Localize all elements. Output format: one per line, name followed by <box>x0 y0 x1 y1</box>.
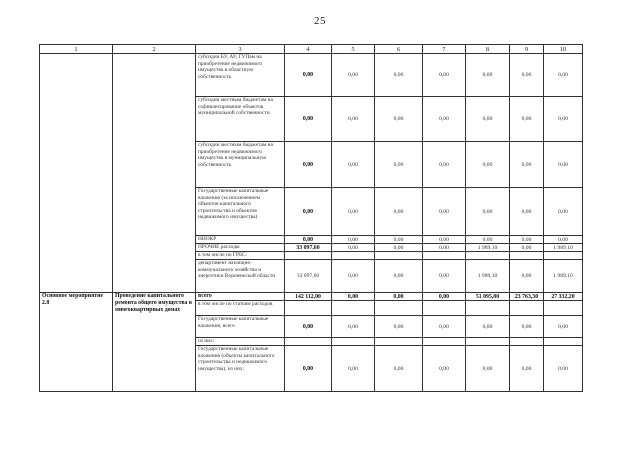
value-cell: 0,00 <box>332 236 375 244</box>
value-cell: 0,00 <box>332 54 375 97</box>
value-cell <box>285 338 332 346</box>
budget-table <box>39 44 583 392</box>
row-label: департамент жилищно-коммунального хозяйства и энергетики Воронежской области <box>196 260 285 293</box>
column-header: 8 <box>466 45 510 54</box>
value-cell <box>544 252 583 260</box>
value-cell: 0,00 <box>285 142 332 188</box>
value-cell: 0,00 <box>285 346 332 392</box>
column-header: 4 <box>285 45 332 54</box>
value-cell: 1 989,10 <box>466 260 510 293</box>
value-cell: 0,00 <box>375 293 423 301</box>
value-cell: 0,00 <box>375 236 423 244</box>
column-header: 1 <box>40 45 113 54</box>
value-cell: 0,00 <box>510 244 544 252</box>
value-cell: 0,00 <box>332 316 375 338</box>
value-cell: 0,00 <box>285 54 332 97</box>
value-cell: 0,00 <box>375 316 423 338</box>
value-cell: 51 095,80 <box>466 293 510 301</box>
value-cell: 0,00 <box>466 54 510 97</box>
row-label: в том числе по ГРБС: <box>196 252 285 260</box>
value-cell: 23 763,30 <box>510 293 544 301</box>
row-label: Государственные капитальные вложения (за исключением объектов капитального строительства и объектов недвижимого имущества) <box>196 188 285 236</box>
value-cell <box>510 338 544 346</box>
value-cell: 0,00 <box>466 97 510 142</box>
value-cell <box>375 338 423 346</box>
value-cell: 0,00 <box>466 142 510 188</box>
column-header: 6 <box>375 45 423 54</box>
value-cell: 0,00 <box>332 244 375 252</box>
row-label: ПРОЧИЕ расходы <box>196 244 285 252</box>
value-cell: 33 097,60 <box>285 244 332 252</box>
value-cell: 142 112,00 <box>285 293 332 301</box>
value-cell: 0,00 <box>466 316 510 338</box>
value-cell <box>510 301 544 316</box>
value-cell <box>544 301 583 316</box>
value-cell: 0,00 <box>423 54 466 97</box>
value-cell <box>285 301 332 316</box>
value-cell: 0,00 <box>466 346 510 392</box>
value-cell: 0,00 <box>375 97 423 142</box>
empty-name-cell <box>113 54 196 293</box>
event-name: Проведение капитального ремонта общего имущества в многоквартирных домах <box>113 293 196 392</box>
value-cell <box>332 301 375 316</box>
value-cell: 0,00 <box>375 260 423 293</box>
value-cell: 0,00 <box>332 346 375 392</box>
value-cell <box>466 252 510 260</box>
value-cell: 0,00 <box>375 346 423 392</box>
table-row <box>40 293 583 301</box>
value-cell: 0,00 <box>544 346 583 392</box>
column-header: 3 <box>196 45 285 54</box>
value-cell: 0,00 <box>423 293 466 301</box>
value-cell: 33 097,60 <box>285 260 332 293</box>
column-header: 5 <box>332 45 375 54</box>
value-cell: 0,00 <box>510 54 544 97</box>
row-label: субсидии БУ, АУ, ГУПам на приобретение недвижимого имущества в областную собственность <box>196 54 285 97</box>
value-cell: 0,00 <box>285 316 332 338</box>
value-cell: 0,00 <box>510 188 544 236</box>
value-cell <box>466 301 510 316</box>
value-cell: 0,00 <box>423 346 466 392</box>
value-cell: 0,00 <box>285 97 332 142</box>
value-cell <box>544 338 583 346</box>
table-row <box>40 54 583 97</box>
row-label: всего <box>196 293 285 301</box>
event-code: Основное мероприятие 2.8 <box>40 293 113 392</box>
empty-code-cell <box>40 54 113 293</box>
value-cell: 0,00 <box>423 142 466 188</box>
value-cell: 0,00 <box>544 316 583 338</box>
value-cell: 0,00 <box>332 188 375 236</box>
row-label: из них: <box>196 338 285 346</box>
table-header-row <box>40 45 583 54</box>
value-cell: 0,00 <box>375 188 423 236</box>
value-cell: 1 989,10 <box>466 244 510 252</box>
value-cell <box>375 301 423 316</box>
value-cell: 27 332,20 <box>544 293 583 301</box>
value-cell <box>285 252 332 260</box>
value-cell: 0,00 <box>332 260 375 293</box>
value-cell: 0,00 <box>510 316 544 338</box>
row-label: Государственные капитальные вложения, всего <box>196 316 285 338</box>
value-cell <box>423 338 466 346</box>
value-cell <box>423 301 466 316</box>
page-number: 25 <box>314 15 326 27</box>
value-cell: 0,00 <box>544 97 583 142</box>
value-cell: 0,00 <box>544 54 583 97</box>
value-cell: 0,00 <box>423 260 466 293</box>
value-cell <box>423 252 466 260</box>
column-header: 9 <box>510 45 544 54</box>
value-cell: 0,00 <box>285 188 332 236</box>
value-cell: 0,00 <box>423 97 466 142</box>
value-cell: 0,00 <box>510 142 544 188</box>
value-cell: 0,00 <box>375 54 423 97</box>
value-cell: 0,00 <box>544 188 583 236</box>
row-label: Государственные капитальные вложения (объекты капитального строительства и недвижимого имущества), из них: <box>196 346 285 392</box>
value-cell: 0,00 <box>423 316 466 338</box>
row-label: НИОКР <box>196 236 285 244</box>
value-cell: 0,00 <box>466 236 510 244</box>
value-cell <box>466 338 510 346</box>
value-cell <box>332 252 375 260</box>
value-cell: 0,00 <box>332 97 375 142</box>
value-cell <box>375 252 423 260</box>
column-header: 7 <box>423 45 466 54</box>
value-cell: 0,00 <box>510 260 544 293</box>
row-label: субсидии местным бюджетам на приобретение недвижимого имущества в муниципальную собственность <box>196 142 285 188</box>
value-cell: 0,00 <box>423 188 466 236</box>
column-header: 2 <box>113 45 196 54</box>
value-cell: 1 989,10 <box>544 260 583 293</box>
value-cell: 0,00 <box>544 142 583 188</box>
value-cell <box>510 252 544 260</box>
value-cell: 0,00 <box>375 244 423 252</box>
value-cell: 0,00 <box>544 236 583 244</box>
value-cell: 0,00 <box>375 142 423 188</box>
value-cell: 0,00 <box>285 236 332 244</box>
row-label: в том числе по статьям расходов <box>196 301 285 316</box>
row-label: субсидии местным бюджетам на софинансирование объектов муниципальной собственности <box>196 97 285 142</box>
value-cell: 0,00 <box>510 346 544 392</box>
value-cell <box>332 338 375 346</box>
value-cell: 0,00 <box>332 142 375 188</box>
value-cell: 0,00 <box>423 244 466 252</box>
value-cell: 1 989,10 <box>544 244 583 252</box>
value-cell: 0,00 <box>466 188 510 236</box>
value-cell: 0,00 <box>423 236 466 244</box>
column-header: 10 <box>544 45 583 54</box>
value-cell: 0,00 <box>510 236 544 244</box>
value-cell: 0,00 <box>332 293 375 301</box>
value-cell: 0,00 <box>510 97 544 142</box>
